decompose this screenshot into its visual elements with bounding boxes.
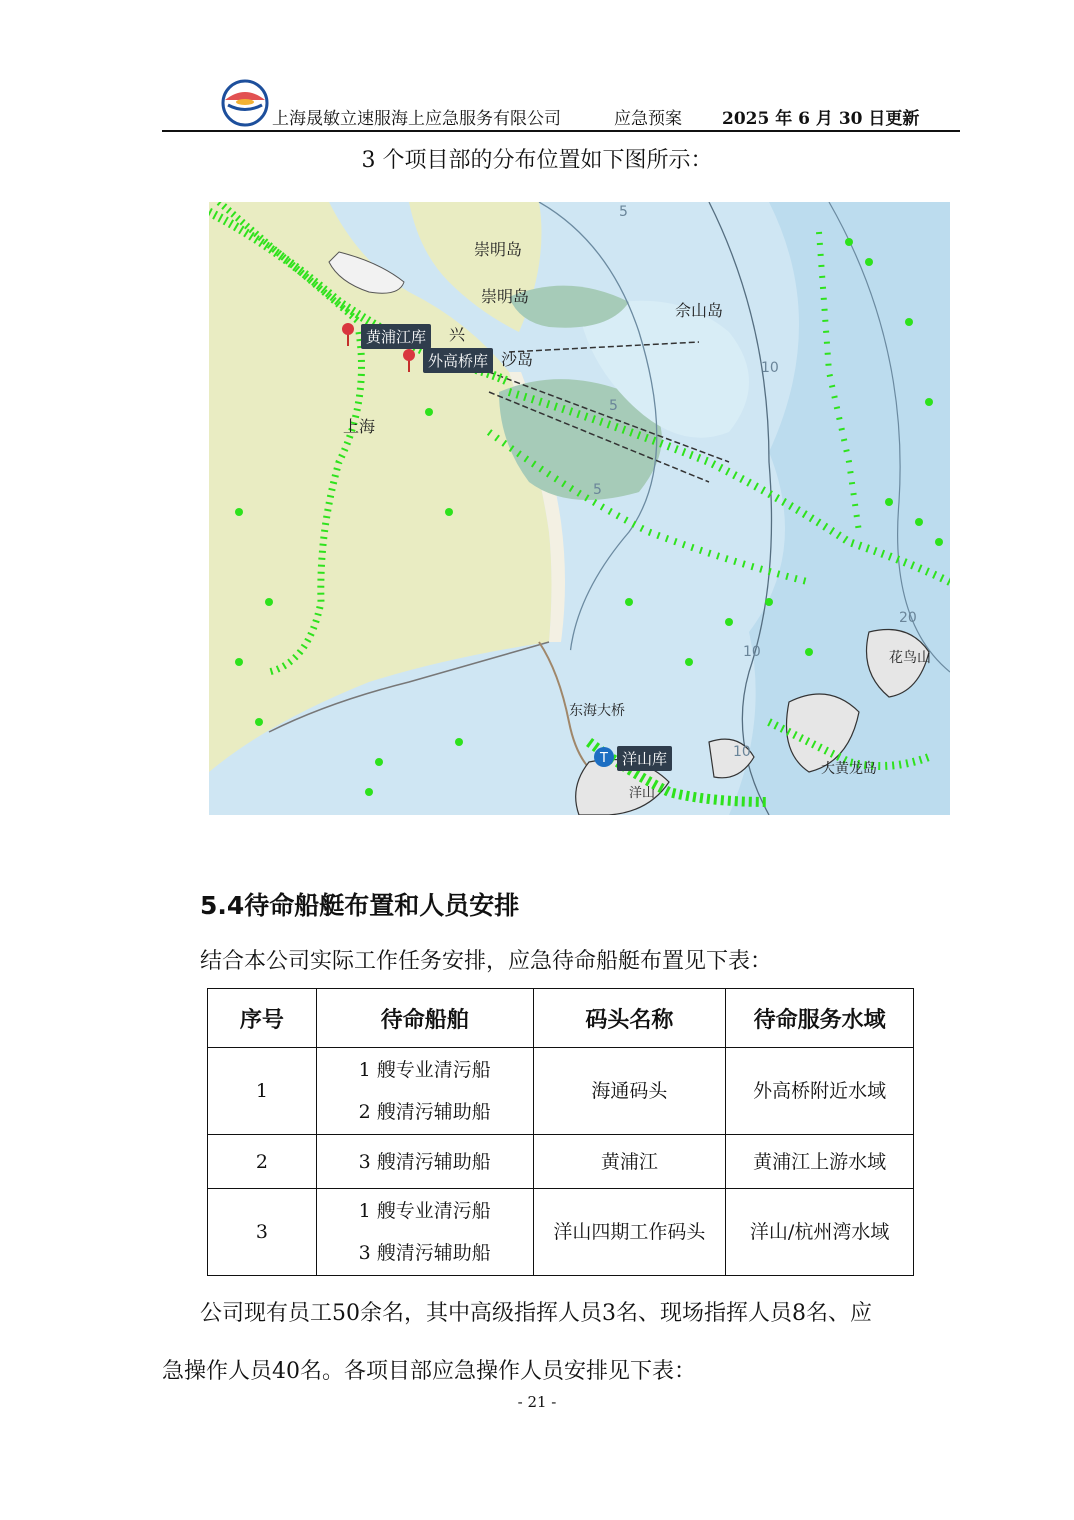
map-depth-label: 5 (593, 482, 602, 498)
map-depth-label: 5 (619, 204, 628, 220)
row-vessels (316, 1048, 533, 1135)
row-dock: 黄浦江 (533, 1135, 726, 1189)
row-vessels (316, 1135, 533, 1189)
vessel-line: 3 艘清污辅助船 (358, 1150, 491, 1173)
staff-paragraph-line1: 公司现有员工50余名，其中高级指挥人员3名、现场指挥人员8名、应 (200, 1301, 872, 1326)
map-depth-label: 10 (733, 744, 751, 760)
section-title: 待命船艇布置和人员安排 (244, 891, 520, 920)
standby-vessel-table (207, 988, 914, 1276)
map-place-label: 兴 (449, 325, 466, 344)
map-depth-label: 20 (899, 610, 917, 626)
map-place-label: 沙岛 (501, 350, 534, 369)
section-number: 5.4 (200, 891, 245, 920)
figure-caption: 3 个项目部的分布位置如下图所示： (361, 148, 713, 173)
row-dock: 海通码头 (533, 1048, 726, 1135)
marker-huangpujiang[interactable]: 黄浦江库 (361, 324, 431, 349)
staff-paragraph-line2: 急操作人员40名。各项目部应急操作人员安排见下表： (162, 1359, 696, 1384)
map-place-label: 崇明岛 (481, 287, 530, 306)
table-header-cell: 待命服务水域 (726, 989, 914, 1048)
map-pin-icon[interactable] (402, 348, 416, 372)
header-doc-type: 应急预案 (614, 109, 682, 129)
page-header (162, 72, 960, 132)
section-heading (200, 886, 519, 922)
map-place-label: 上海 (343, 417, 376, 436)
vessel-line: 2 艘清污辅助船 (358, 1101, 491, 1123)
table-header-row (208, 989, 914, 1048)
transit-marker-icon[interactable] (593, 746, 615, 768)
table-header-cell: 序号 (208, 989, 317, 1048)
map-place-label: 大黄龙岛 (821, 761, 877, 777)
table-header-cell: 码头名称 (533, 989, 726, 1048)
row-area: 外高桥附近水域 (726, 1048, 914, 1135)
marker-yangshan[interactable]: 洋山库 (617, 746, 672, 771)
row-dock: 洋山四期工作码头 (533, 1189, 726, 1276)
company-logo-icon (220, 78, 270, 128)
intro-paragraph: 结合本公司实际工作任务安排，应急待命船艇布置见下表： (200, 949, 773, 974)
location-map (209, 202, 950, 815)
table-header-cell: 待命船舶 (316, 989, 533, 1048)
map-place-label: 佘山岛 (675, 301, 724, 320)
row-vessels (316, 1189, 533, 1276)
map-depth-label: 5 (609, 398, 618, 414)
row-number: 2 (208, 1135, 317, 1189)
map-depth-label: 10 (743, 644, 761, 660)
row-number: 1 (208, 1048, 317, 1135)
map-place-label: 东海大桥 (569, 703, 625, 719)
map-pin-icon[interactable] (341, 322, 355, 346)
row-area: 洋山/杭州湾水域 (726, 1189, 914, 1276)
row-number: 3 (208, 1189, 317, 1276)
row-area: 黄浦江上游水域 (726, 1135, 914, 1189)
table-row (208, 1135, 914, 1189)
map-place-label: 花鸟山 (889, 650, 931, 666)
table-row (208, 1048, 914, 1135)
map-place-label: 崇明岛 (474, 240, 523, 259)
header-update-date: 2025 年 6 月 30 日更新 (722, 109, 920, 129)
map-graphic (209, 202, 950, 815)
header-company: 上海晟敏立速服海上应急服务有限公司 (272, 109, 561, 129)
page-number: - 21 - (517, 1393, 557, 1411)
table-row (208, 1189, 914, 1276)
svg-text:T: T (600, 751, 608, 766)
map-depth-label: 10 (761, 360, 779, 376)
map-place-label: 洋山 (629, 786, 656, 801)
vessel-line: 1 艘专业清污船 (358, 1059, 491, 1081)
vessel-line: 3 艘清污辅助船 (358, 1242, 491, 1264)
vessel-line: 1 艘专业清污船 (358, 1200, 491, 1222)
marker-waigaoqiao[interactable]: 外高桥库 (423, 348, 493, 373)
